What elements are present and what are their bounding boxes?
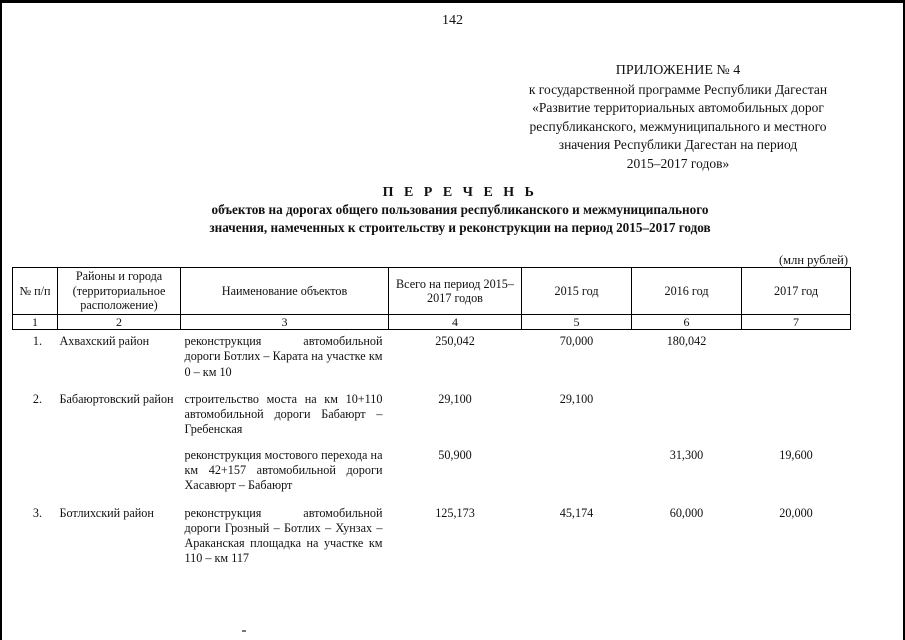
- row-number: 1.: [32, 334, 43, 348]
- column-number: 3: [181, 315, 389, 330]
- row-number: 3.: [32, 505, 43, 520]
- col-header-2016: 2016 год: [632, 268, 742, 315]
- row-object: реконструкция автомобильной дороги Ботлих – Карата на участке км 0 – км 10: [184, 334, 383, 379]
- table-row: [13, 502, 851, 572]
- heading-subtitle-line-2: значения, намеченных к строительству и реконструкции на период 2015–2017 годов: [209, 219, 711, 235]
- row-2015: 45,174: [559, 505, 594, 520]
- table-header-row: [13, 268, 851, 315]
- row-total: 29,100: [438, 391, 472, 406]
- col-header-num: № п/п: [13, 268, 58, 315]
- row-2015: 29,100: [559, 391, 594, 406]
- row-object: строительство моста на км 10+110 автомобильной дороги Бабаюрт – Гребенская: [184, 391, 383, 437]
- col-header-district: Районы и города (территориальное расположение): [58, 268, 181, 315]
- row-2016: [632, 388, 742, 444]
- page-number: 142: [442, 13, 463, 28]
- row-total: 50,900: [438, 447, 472, 462]
- col-header-2017: 2017 год: [742, 268, 851, 315]
- row-number: [13, 444, 58, 502]
- appendix-line: к государственной программе Республики Дагестан: [528, 81, 828, 97]
- row-object: реконструкция мостового перехода на км 42+157 автомобильной дороги Хасавюрт – Бабаюрт: [184, 447, 383, 493]
- scan-border-top: [0, 0, 905, 3]
- column-number: 7: [742, 315, 851, 330]
- heading-title: П Е Р Е Ч Е Н Ь: [382, 185, 538, 200]
- col-header-total: Всего на период 2015–2017 годов: [389, 268, 522, 315]
- row-district: Ботлихский район: [59, 505, 154, 520]
- row-2017: 19,600: [779, 447, 813, 462]
- row-2015: 70,000: [559, 334, 594, 348]
- column-number: 2: [58, 315, 181, 330]
- row-2016: 60,000: [669, 505, 704, 520]
- row-total: 125,173: [435, 505, 475, 520]
- document-heading: [0, 184, 905, 236]
- row-district: Ахвахский район: [59, 334, 150, 348]
- table-row: [13, 444, 851, 502]
- column-number: 1: [13, 315, 58, 330]
- column-number-row: [13, 315, 851, 330]
- row-2017: [742, 388, 851, 444]
- appendix-line: республиканского, межмуниципального и местного: [529, 118, 827, 134]
- column-number: 6: [632, 315, 742, 330]
- row-district: Бабаюртовский район: [59, 391, 174, 406]
- table-row: [13, 330, 851, 388]
- row-object: реконструкция автомобильной дороги Грозный – Ботлих – Хунзах – Араканская площадка на участке км 110 – км 117: [184, 505, 383, 566]
- col-header-2015: 2015 год: [522, 268, 632, 315]
- col-header-object: Наименование объектов: [181, 268, 389, 315]
- row-number: 2.: [32, 391, 43, 406]
- row-2015: [522, 444, 632, 502]
- appendix-line: 2015–2017 годов»: [626, 155, 730, 171]
- table-row: [13, 388, 851, 444]
- scan-speck: [242, 630, 246, 632]
- column-number: 5: [522, 315, 632, 330]
- row-2017: 20,000: [779, 505, 813, 520]
- scan-border-left: [0, 0, 2, 640]
- appendix-title: ПРИЛОЖЕНИЕ № 4: [615, 63, 741, 78]
- row-total: 250,042: [435, 334, 475, 348]
- column-number: 4: [389, 315, 522, 330]
- heading-subtitle-line-1: объектов на дорогах общего пользования республиканского и межмуниципального: [211, 202, 709, 217]
- row-2017: [742, 330, 851, 388]
- appendix-block: [498, 62, 858, 174]
- appendix-line: «Развитие территориальных автомобильных дорог: [532, 100, 824, 116]
- units-label: (млн рублей): [779, 253, 848, 267]
- row-2016: 31,300: [669, 447, 704, 462]
- row-2016: 180,042: [666, 334, 707, 348]
- row-district: [58, 444, 181, 502]
- objects-table: [12, 267, 851, 572]
- appendix-line: значения Республики Дагестан на период: [558, 137, 798, 153]
